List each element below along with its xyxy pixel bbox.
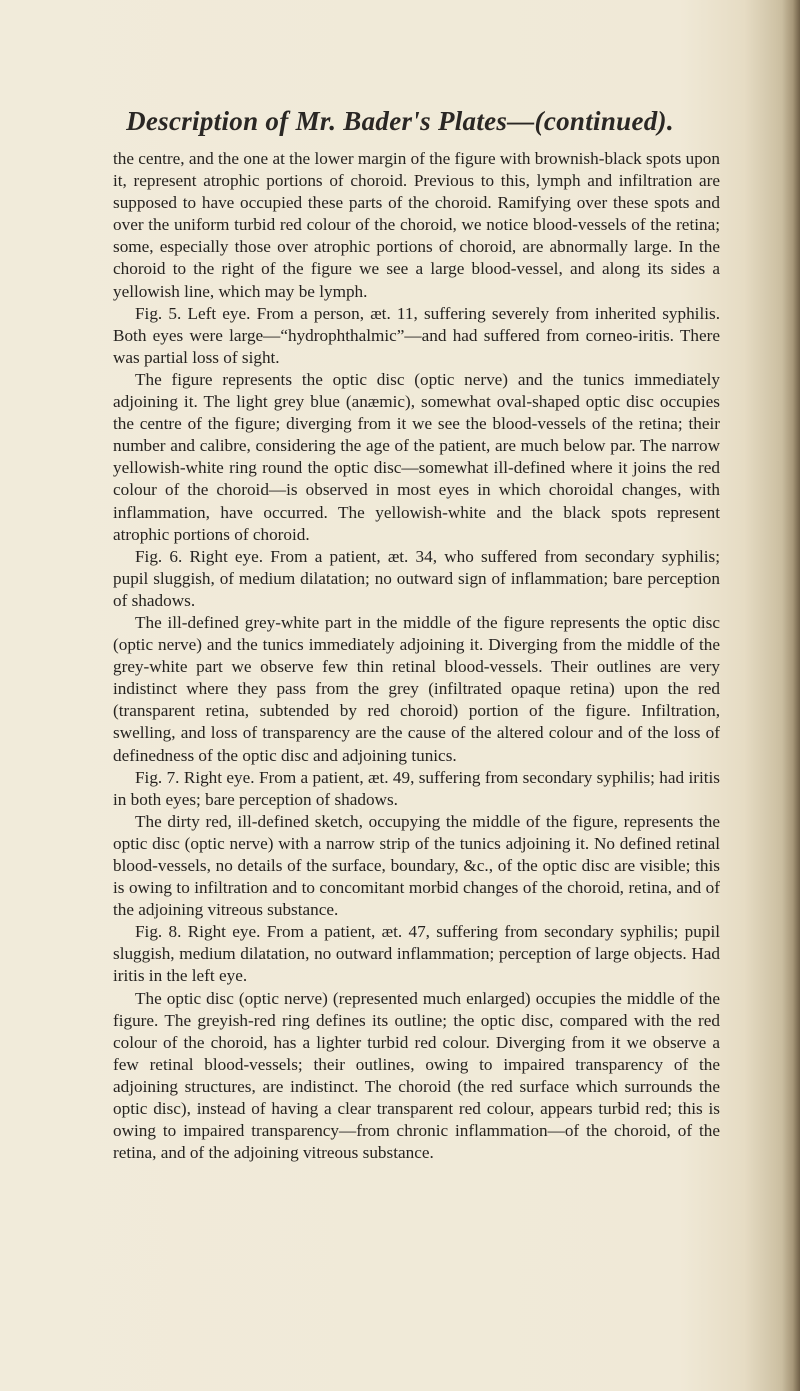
body-text [113,148,720,1164]
paragraph: the centre, and the one at the lower margin of the figure with brownish-black spots upon it, represent atrophic portions of choroid. Previous to this, lymph and infiltration are supposed to have occupied these parts of the choroid. Ramifying over these spots and over the uniform turbid red colour of the choroid, we notice blood-vessels of the retina; some, especially those over atrophic portions of choroid, are abnormally large. In the choroid to the right of the figure we see a large blood-vessel, and along its sides a yellowish line, which may be lymph. [113,149,720,301]
paragraph: Fig. 8. Right eye. From a patient, æt. 47, suffering from secondary syphilis; pupil sluggish, medium dilatation, no outward inflammation; perception of large objects. Had iritis in the left eye. [113,922,720,986]
paragraph: Fig. 5. Left eye. From a person, æt. 11, suffering severely from inherited syphilis. Both eyes were large—“hydrophthalmic”—and had suffered from corneo-iritis. There was partial loss of sight. [113,303,720,367]
paragraph: Fig. 6. Right eye. From a patient, æt. 34, who suffered from secondary syphilis; pupil sluggish, of medium dilatation; no outward sign of inflammation; bare perception of shadows. [113,546,720,610]
paragraph: The dirty red, ill-defined sketch, occupying the middle of the figure, represents the optic disc (optic nerve) with a narrow strip of the tunics adjoining it. No defined retinal blood-vessels, no details of the surface, boundary, &c., of the optic disc are visible; this is owing to infiltration and to concomitant morbid changes of the choroid, retina, and of the adjoining vitreous substance. [113,811,720,920]
paragraph: The figure represents the optic disc (optic nerve) and the tunics immediately adjoining it. The light grey blue (anæmic), somewhat oval-shaped optic disc occupies the centre of the figure; diverging from it we see the blood-vessels of the retina; their number and calibre, considering the age of the patient, are much below par. The narrow yellowish-white ring round the optic disc—somewhat ill-defined where it joins the red colour of the choroid—is observed in most eyes in which choroidal changes, with inflammation, have occurred. The yellowish-white and the black spots represent atrophic portions of choroid. [113,369,720,544]
page-edge-shadow [782,0,800,1391]
paragraph: The ill-defined grey-white part in the middle of the figure represents the optic disc (optic nerve) and the tunics immediately adjoining it. Diverging from the middle of the grey-white part we observe few thin retinal blood-vessels. Their outlines are very indistinct where they pass from the grey (infiltrated opaque retina) upon the red (transparent retina, subtended by red choroid) portion of the figure. Infiltration, swelling, and loss of transparency are the cause of the altered colour and of the loss of definedness of the optic disc and adjoining tunics. [113,612,720,765]
running-head: Description of Mr. Bader's Plates—(continued). [126,106,674,136]
paragraph: The optic disc (optic nerve) (represented much enlarged) occupies the middle of the figure. The greyish-red ring defines its outline; the optic disc, compared with the red colour of the choroid, has a lighter turbid red colour. Diverging from it we observe a few retinal blood-vessels; their outlines, owing to impaired transparency of the adjoining structures, are indistinct. The choroid (the red surface which surrounds the optic disc), instead of having a clear transparent red colour, appears turbid red; this is owing to impaired transparency—from chronic inflammation—of the choroid, of the retina, and of the adjoining vitreous substance. [113,988,720,1163]
paragraph: Fig. 7. Right eye. From a patient, æt. 49, suffering from secondary syphilis; had iritis in both eyes; bare perception of shadows. [113,767,720,809]
